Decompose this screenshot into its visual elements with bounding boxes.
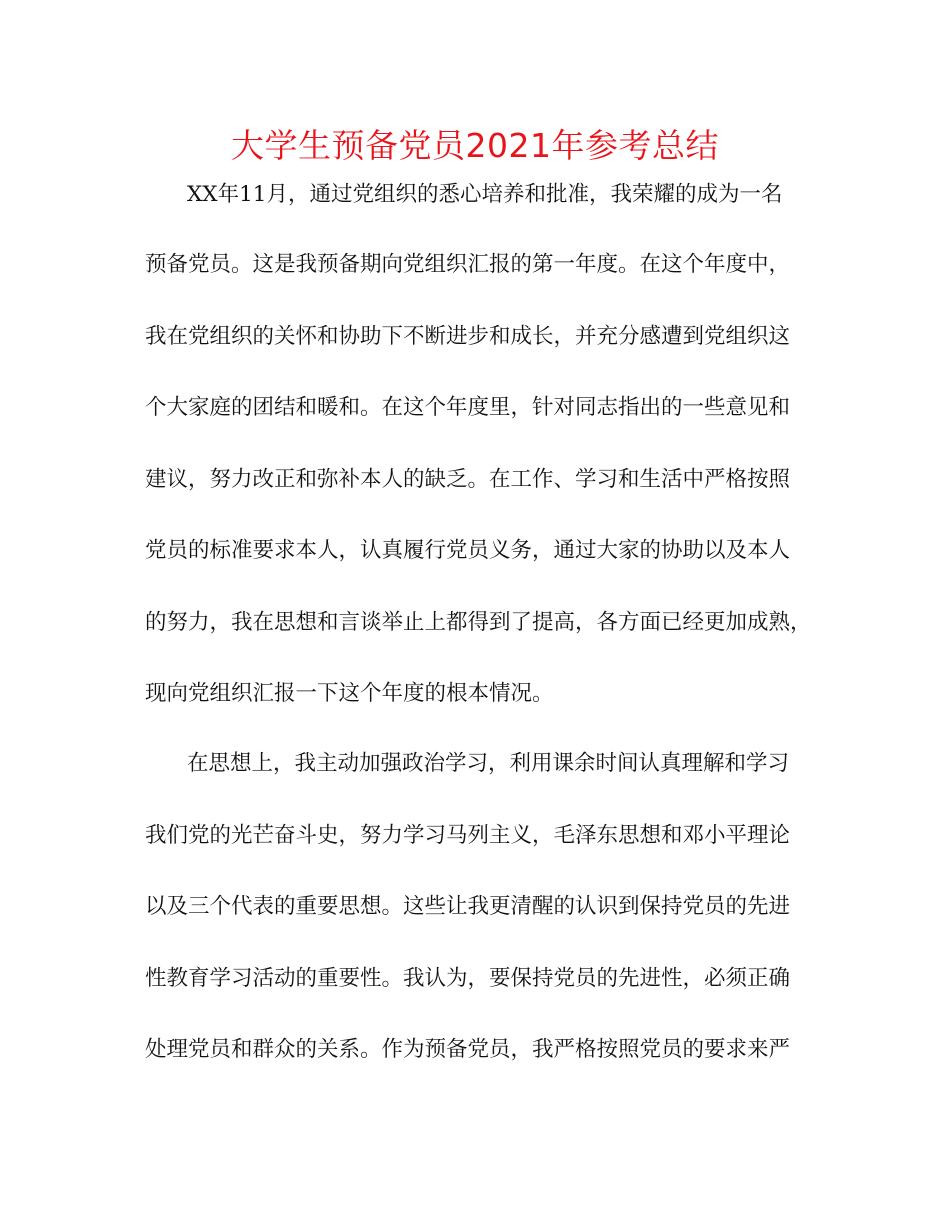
paragraph-line: 党员的标准要求本人，认真履行党员义务，通过大家的协助以及本人 xyxy=(145,538,791,563)
paragraph-line: 我在党组织的关怀和协助下不断进步和成长，并充分感遭到党组织这 xyxy=(145,324,791,349)
paragraph-line: 建议，努力改正和弥补本人的缺乏。在工作、学习和生活中严格按照 xyxy=(145,467,791,492)
paragraph-line: 个大家庭的团结和暖和。在这个年度里，针对同志指出的一些意见和 xyxy=(145,395,791,420)
paragraph-line: 现向党组织汇报一下这个年度的根本情况。 xyxy=(145,681,554,706)
paragraph-line: XX年11月，通过党组织的悉心培养和批准，我荣耀的成为一名 xyxy=(187,182,783,207)
paragraph-line: 在思想上，我主动加强政治学习，利用课余时间认真理解和学习 xyxy=(187,751,790,776)
paragraph-line: 的努力，我在思想和言谈举止上都得到了提高，各方面已经更加成熟， xyxy=(145,610,812,635)
paragraph-line: 以及三个代表的重要思想。这些让我更清醒的认识到保持党员的先进 xyxy=(145,894,791,919)
document-title: 大学生预备党员2021年参考总结 xyxy=(231,126,719,165)
paragraph-line: 我们党的光芒奋斗史，努力学习马列主义，毛泽东思想和邓小平理论 xyxy=(145,823,791,848)
paragraph-line: 处理党员和群众的关系。作为预备党员，我严格按照党员的要求来严 xyxy=(145,1037,791,1062)
paragraph-line: 预备党员。这是我预备期向党组织汇报的第一年度。在这个年度中， xyxy=(145,252,791,277)
paragraph-line: 性教育学习活动的重要性。我认为，要保持党员的先进性，必须正确 xyxy=(145,966,791,991)
